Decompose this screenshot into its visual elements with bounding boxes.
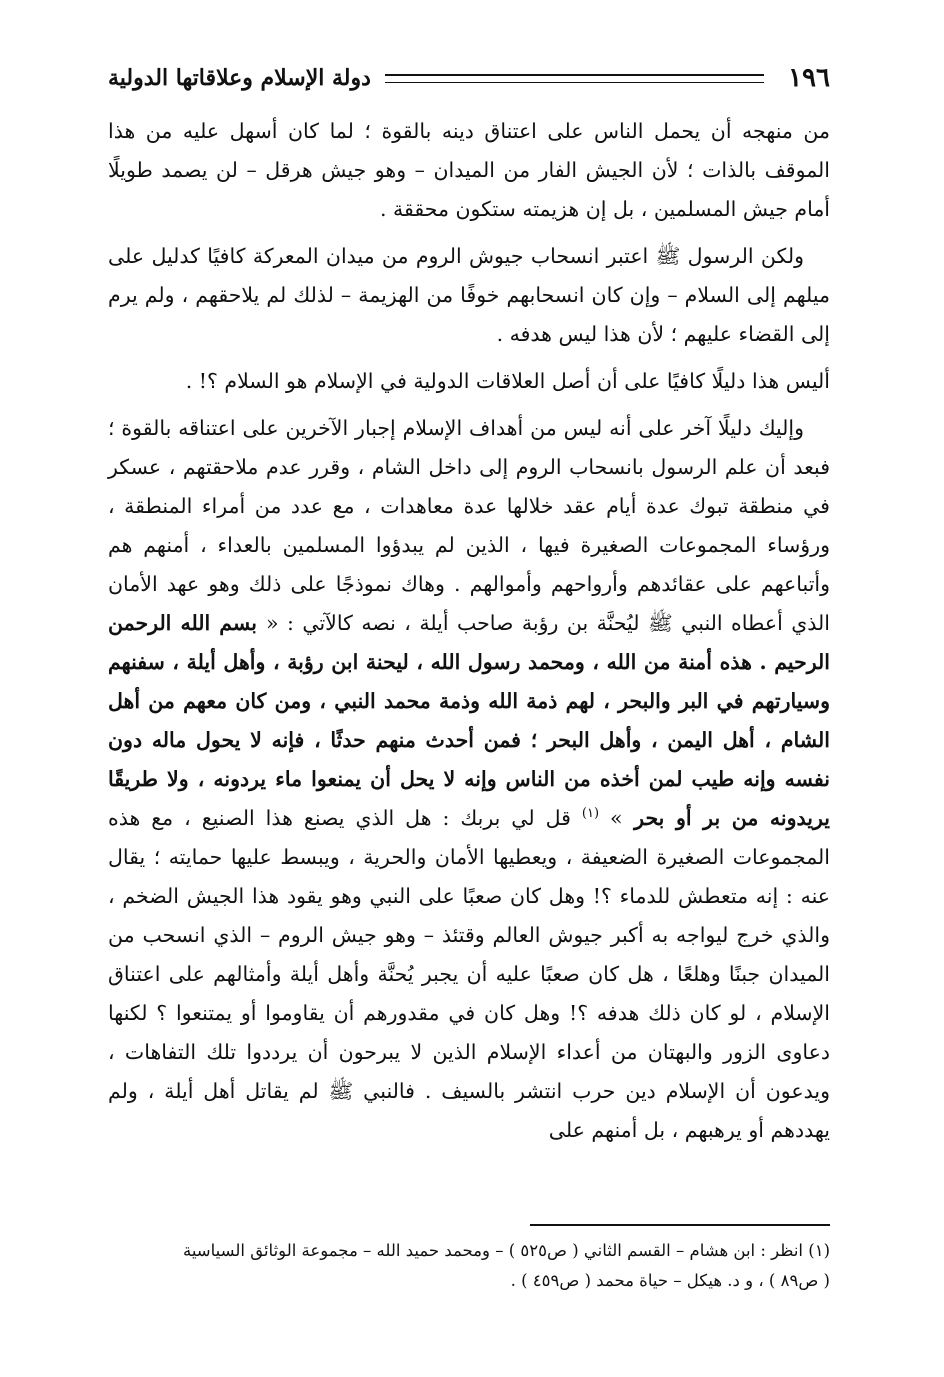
footnotes — [108, 1236, 830, 1296]
running-title: دولة الإسلام وعلاقاتها الدولية — [108, 65, 371, 91]
paragraph-1: من منهجه أن يحمل الناس على اعتناق دينه بالقوة ؛ لما كان أسهل عليه من هذا الموقف بالذات ؛ لأن الجيش الفار من الميدان – وهو جيش هرقل – لن يصمد طويلًا أمام جيش المسلمين ، بل إن هزيمته ستكون محققة . — [108, 119, 830, 221]
paragraph-3: أليس هذا دليلًا كافيًا على أن أصل العلاقات الدولية في الإسلام هو السلام ؟! . — [185, 369, 830, 393]
paragraph-4-intro: وإليك دليلًا آخر على أنه ليس من أهداف الإسلام إجبار الآخرين على اعتناقه بالقوة ؛ فبعد أن علم الرسول بانسحاب الروم إلى داخل الشام ، وقرر عدم ملاحقتهم ، عسكر في منطقة تبوك عدة أيام عقد خلالها عدة معاهدات ، مع عدد من أمراء المنطقة ، ورؤساء المجموعات الصغيرة فيها ، الذين لم يبدؤوا المسلمين بالعداء ، أمنهم هم وأتباعهم على عقائدهم وأرواحهم وأموالهم . وهاك نموذجًا على ذلك وهو عهد الأمان الذي أعطاه النبي ﷺ ليُحنَّة بن رؤبة صاحب أيلة ، نصه كالآتي : « — [108, 416, 830, 635]
quote-close: » — [599, 806, 623, 830]
footnote-reference[interactable]: (١) — [581, 806, 600, 822]
body-text — [108, 112, 830, 1158]
page-header — [108, 58, 830, 98]
paragraph-4-continuation: قل لي بربك : هل الذي يصنع هذا الصنيع ، مع هذه المجموعات الصغيرة الضعيفة ، ويعطيها الأمان والحرية ، ويبسط عليها حمايته ؛ يقال عنه : إنه متعطش للدماء ؟! وهل كان صعبًا على النبي وهو يقود هذا الجيش الضخم ، والذي خرج ليواجه به أكبر جيوش العالم وقتئذ – وهو جيش الروم – الذي انسحب من الميدان جبنًا وهلعًا ، هل كان صعبًا عليه أن يجبر يُحنَّة وأهل أيلة وأمثالهم على اعتناق الإسلام ، لو كان ذلك هدفه ؟! وهل كان في مقدورهم أن يقاوموا أو يمتنعوا ؟ لكنها دعاوى الزور والبهتان من أعداء الإسلام الذين لا يبرحون أن يرددوا تلك التفاهات ، ويدعون أن الإسلام دين حرب انتشر بالسيف . فالنبي ﷺ لم يقاتل أهل أيلة ، ولم يهددهم أو يرهبهم ، بل أمنهم على — [108, 806, 830, 1142]
paragraph-2: ولكن الرسول ﷺ اعتبر انسحاب جيوش الروم من ميدان المعركة كافيًا كدليل على ميلهم إلى السلام – وإن كان انسحابهم خوفًا من الهزيمة – لذلك لم يلاحقهم ، ولم يرم إلى القضاء عليهم ؛ لأن هذا ليس هدفه . — [108, 244, 830, 346]
footnote-1-line-2: ( ص٨٩ ) ، و د. هيكل – حياة محمد ( ص٤٥٩ ) . — [510, 1271, 830, 1290]
paragraph-4 — [108, 409, 830, 1150]
page-number: ١٩٦ — [788, 63, 830, 93]
covenant-quote: بسم الله الرحمن الرحيم . هذه أمنة من الله ، ومحمد رسول الله ، ليحنة ابن رؤبة ، وأهل أيلة ، سفنهم وسيارتهم في البر والبحر ، لهم ذمة الله وذمة محمد النبي ، ومن كان معهم من أهل الشام ، أهل اليمن ، وأهل البحر ؛ فمن أحدث منهم حدثًا ، فإنه لا يحول ماله دون نفسه وإنه طيب لمن أخذه من الناس وإنه لا يحل أن يمنعوا ماء يردونه ، ولا طريقًا يريدونه من بر أو بحر — [108, 611, 830, 830]
footnote-separator — [530, 1224, 830, 1226]
header-rule — [385, 74, 764, 83]
footnote-1-line-1: (١) انظر : ابن هشام – القسم الثاني ( ص٥٢٥ ) – ومحمد حميد الله – مجموعة الوثائق السياسية — [182, 1241, 830, 1260]
